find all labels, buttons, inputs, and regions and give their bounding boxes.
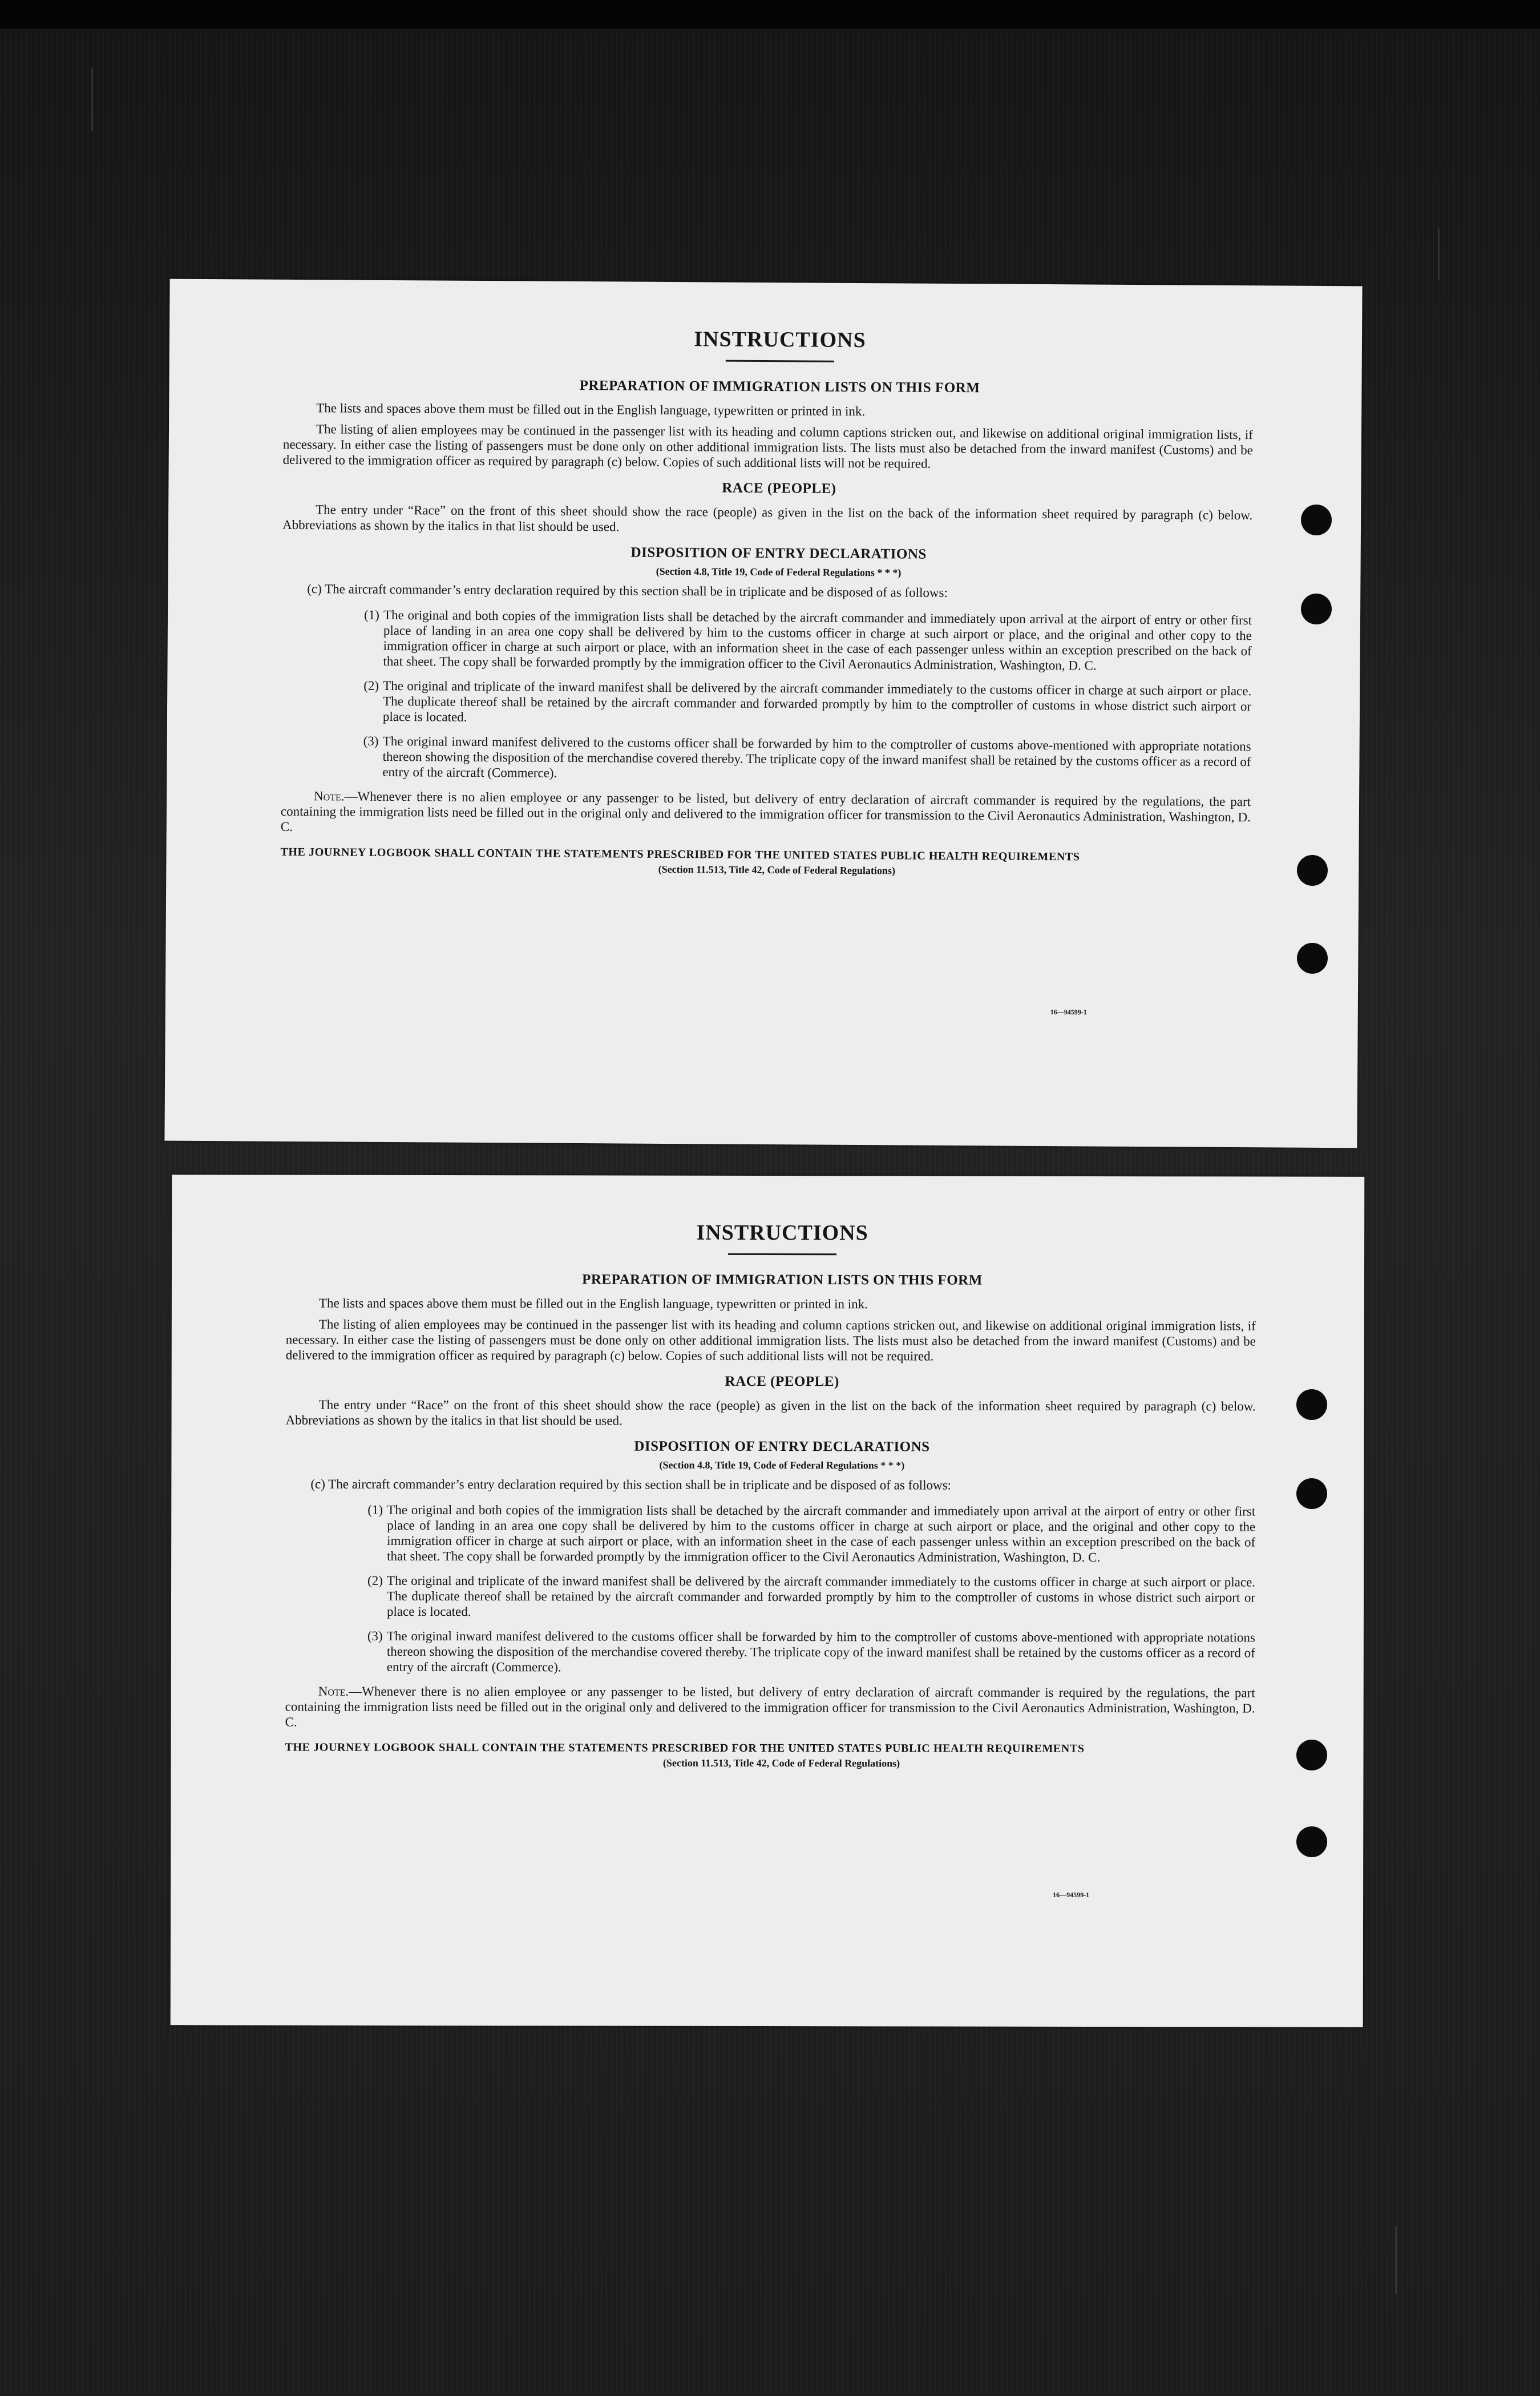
race-heading: RACE (PEOPLE) — [722, 480, 836, 497]
disposition-item-3: (3) The original inward manifest delivered to the customs officer shall be forwarded by him to the comptroller of customs above-mentioned with appropriate notations thereon showing the disposition of the merchandise covered thereby. The triplicate copy of the inward manifest shall be retained by the customs officer as a record of entry of the aircraft (Commerce). — [363, 733, 1251, 780]
disposition-item-3: (3) The original inward manifest delivered to the customs officer shall be forwarded by him to the comptroller of customs above-mentioned with appropriate notations thereon showing the disposition of the merchandise covered thereby. The triplicate copy of the inward manifest shall be retained by the customs officer as a record of entry of the aircraft (Commerce). — [367, 1628, 1255, 1675]
preparation-heading: PREPARATION OF IMMIGRATION LISTS ON THIS FORM — [582, 1272, 983, 1288]
punch-hole — [1301, 505, 1332, 535]
title-underline — [728, 1253, 836, 1255]
journey-citation: (Section 11.513, Title 42, Code of Federal Regulations) — [658, 863, 896, 877]
disposition-heading: DISPOSITION OF ENTRY DECLARATIONS — [634, 1438, 930, 1455]
instruction-sheet-bottom — [171, 1175, 1365, 2027]
note-paragraph: Note.—Whenever there is no alien employee or any passenger to be listed, but delivery of entry declaration of aircraft commander is required by the regulations, the part containing the immigration lists need be filled out in the original only and delivered to the immigration officer for transmission to the Civil Aeronautics Administration, Washington, D. C. — [285, 1684, 1255, 1729]
instruction-sheet-top — [164, 279, 1362, 1148]
punch-hole — [1296, 1826, 1327, 1857]
race-paragraph: The entry under “Race” on the front of this sheet should show the race (people) as given in the list on the back of the information sheet required by paragraph (c) below. Abbreviations as shown by the italics in that list should be used. — [282, 502, 1253, 534]
punch-hole — [1297, 943, 1328, 974]
form-number: 16—94599-1 — [1053, 1890, 1090, 1899]
note-paragraph: Note.—Whenever there is no alien employee or any passenger to be listed, but delivery of entry declaration of aircraft commander is required by the regulations, the part containing the immigration lists need be filled out in the original only and delivered to the immigration officer for transmission to the Civil Aeronautics Administration, Washington, D. C. — [280, 789, 1251, 834]
scan-streak — [1395, 2226, 1397, 2294]
disposition-citation: (Section 4.8, Title 19, Code of Federal Regulations * * *) — [659, 1459, 905, 1471]
disposition-item-2: (2) The original and triplicate of the inward manifest shall be delivered by the aircraft commander immediately to the customs officer in charge at such airport or place. The duplicate thereof shall be retained by the aircraft commander and forwarded promptly by him to the comptroller of customs in whose district such airport or place is located. — [367, 1573, 1256, 1619]
scan-streak — [91, 68, 93, 131]
disposition-item-1: (1) The original and both copies of the immigration lists shall be detached by the aircraft commander and immediately upon arrival at the airport of entry or other first place of landing in an area one copy shall be delivered by him to the customs officer in charge at such airport or place, and the original and other copy to the immigration officer in charge at such airport or place, with an information sheet in the case of each passenger unless within an exception prescribed on the back of that sheet. The copy shall be forwarded promptly by the immigration officer to the Civil Aeronautics Administration, Washington, D. C. — [367, 1502, 1256, 1565]
note-label: Note. — [318, 1684, 349, 1699]
race-heading: RACE (PEOPLE) — [725, 1373, 839, 1390]
punch-hole — [1296, 1478, 1327, 1509]
journey-citation: (Section 11.513, Title 42, Code of Federal Regulations) — [662, 1757, 900, 1769]
disposition-paragraph-c: (c) The aircraft commander’s entry declaration required by this section shall be in triplicate and be disposed of as follows: — [307, 582, 948, 600]
preparation-paragraph-1: The lists and spaces above them must be filled out in the English language, typewritten or printed in ink. — [316, 401, 866, 419]
note-label: Note. — [314, 789, 345, 804]
preparation-paragraph-1: The lists and spaces above them must be filled out in the English language, typewritten or printed in ink. — [318, 1296, 868, 1312]
punch-hole — [1296, 1389, 1327, 1420]
punch-hole — [1296, 1740, 1327, 1770]
preparation-heading: PREPARATION OF IMMIGRATION LISTS ON THIS FORM — [579, 378, 980, 396]
disposition-citation: (Section 4.8, Title 19, Code of Federal Regulations * * *) — [656, 565, 902, 579]
sheet-title: INSTRUCTIONS — [694, 327, 866, 353]
disposition-item-1: (1) The original and both copies of the immigration lists shall be detached by the aircraft commander and immediately upon arrival at the airport of entry or other first place of landing in an area one copy shall be delivered by him to the customs officer in charge at such airport or place, and the original and other copy to the immigration officer in charge at such airport or place, with an information sheet in the case of each passenger unless within an exception prescribed on the back of that sheet. The copy shall be forwarded promptly by the immigration officer to the Civil Aeronautics Administration, Washington, D. C. — [363, 607, 1252, 673]
sheet-title: INSTRUCTIONS — [696, 1220, 868, 1245]
scanner-top-bar — [0, 0, 1540, 29]
scan-streak — [1438, 228, 1440, 280]
journey-logbook-statement: THE JOURNEY LOGBOOK SHALL CONTAIN THE STATEMENTS PRESCRIBED FOR THE UNITED STATES PUBLIC HEALTH REQUIREMENTS — [285, 1741, 1085, 1755]
disposition-paragraph-c: (c) The aircraft commander’s entry declaration required by this section shall be in triplicate and be disposed of as follows: — [310, 1477, 951, 1493]
preparation-paragraph-2: The listing of alien employees may be continued in the passenger list with its heading and column captions stricken out, and likewise on additional original immigration lists, if necessary. In either case the listing of passengers must be done only on other additional immigration lists. The lists must also be detached from the inward manifest (Customs) and be delivered to the immigration officer as required by paragraph (c) below. Copies of such additional lists will not be required. — [282, 422, 1254, 471]
form-number: 16—94599-1 — [1050, 1008, 1087, 1017]
disposition-item-2: (2) The original and triplicate of the inward manifest shall be delivered by the aircraft commander immediately to the customs officer in charge at such airport or place. The duplicate thereof shall be retained by the aircraft commander and forwarded promptly by him to the comptroller of customs in whose district such airport or place is located. — [363, 678, 1252, 724]
punch-hole — [1301, 594, 1332, 624]
punch-hole — [1297, 855, 1328, 886]
preparation-paragraph-2: The listing of alien employees may be continued in the passenger list with its heading and column captions stricken out, and likewise on additional original immigration lists, if necessary. In either case the listing of passengers must be done only on other additional immigration lists. The lists must also be detached from the inward manifest (Customs) and be delivered to the immigration officer as required by paragraph (c) below. Copies of such additional lists will not be required. — [285, 1317, 1256, 1364]
journey-logbook-statement: THE JOURNEY LOGBOOK SHALL CONTAIN THE STATEMENTS PRESCRIBED FOR THE UNITED STATES PUBLIC HEALTH REQUIREMENTS — [280, 845, 1080, 864]
disposition-heading: DISPOSITION OF ENTRY DECLARATIONS — [630, 544, 927, 562]
race-paragraph: The entry under “Race” on the front of this sheet should show the race (people) as given in the list on the back of the information sheet required by paragraph (c) below. Abbreviations as shown by the italics in that list should be used. — [285, 1397, 1256, 1428]
title-underline — [726, 360, 834, 362]
